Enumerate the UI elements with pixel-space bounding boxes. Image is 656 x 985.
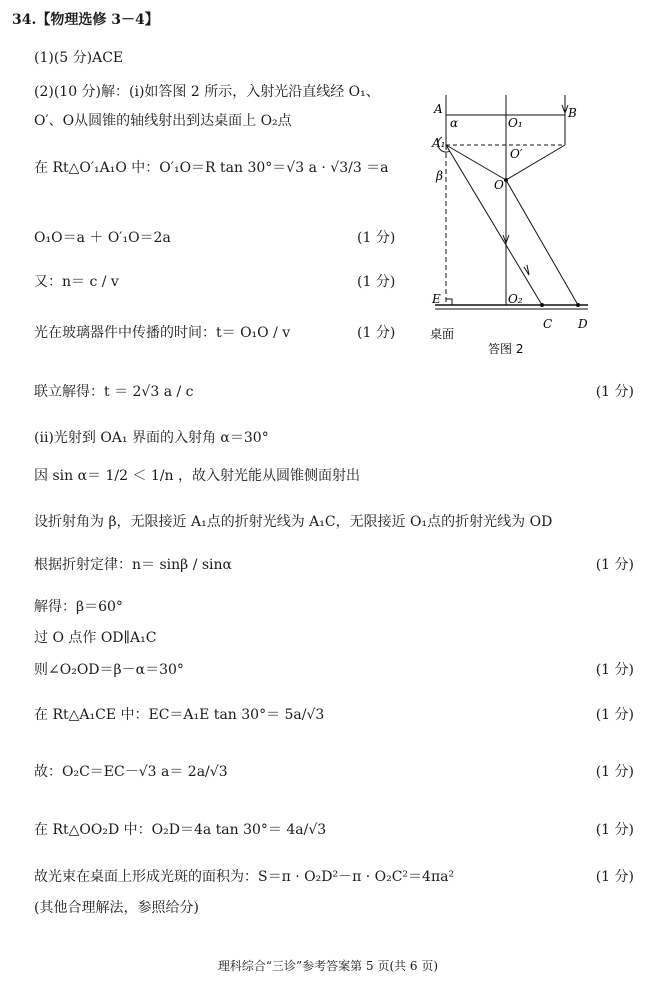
arrow-a1c bbox=[524, 265, 529, 275]
answer-line: (其他合理解法，参照给分) bbox=[34, 900, 199, 916]
answer-line: 光在玻璃器件中传播的时间：t＝ O₁O / v bbox=[34, 325, 291, 341]
right-angle-mark bbox=[446, 299, 452, 305]
answer-line: 因 sin α＝ 1/2 ＜ 1/n ，故入射光能从圆锥侧面射出 bbox=[34, 468, 361, 484]
label-e: E bbox=[432, 292, 441, 306]
label-a: A bbox=[434, 102, 443, 116]
score-label: (1 分) bbox=[595, 869, 634, 885]
answer-line: 根据折射定律：n＝ sinβ / sinα bbox=[34, 557, 232, 573]
score-label: (1 分) bbox=[595, 822, 634, 838]
optics-figure bbox=[420, 95, 600, 365]
answer-line: (2)(10 分)解：(i)如答图 2 所示，入射光沿直线经 O₁、 bbox=[34, 84, 380, 100]
ray-od bbox=[506, 180, 578, 305]
question-header: 34.【物理选修 3－4】 bbox=[12, 12, 159, 28]
label-table: 桌面 bbox=[430, 327, 455, 341]
score-label: (1 分) bbox=[595, 557, 634, 573]
label-beta: β bbox=[436, 169, 443, 183]
answer-line: 设折射角为 β，无限接近 A₁点的折射光线为 A₁C，无限接近 O₁点的折射光线为 OD bbox=[34, 514, 553, 530]
score-label: (1 分) bbox=[595, 662, 634, 678]
cone-left-edge bbox=[446, 145, 506, 180]
label-o: O bbox=[494, 178, 504, 192]
label-c: C bbox=[543, 317, 553, 331]
label-o-prime: O′ bbox=[510, 147, 523, 161]
answer-line: (ii)光射到 OA₁ 界面的入射角 α＝30° bbox=[34, 430, 269, 446]
answer-line: 在 Rt△OO₂D 中：O₂D＝4a tan 30°＝ 4a/√3 bbox=[34, 822, 327, 838]
answer-line: 在 Rt△A₁CE 中：EC＝A₁E tan 30°＝ 5a/√3 bbox=[34, 707, 325, 723]
answer-line: 联立解得：t ＝ 2√3 a / c bbox=[34, 384, 194, 400]
answer-line: 过 O 点作 OD∥A₁C bbox=[34, 630, 157, 646]
answer-line: 又：n＝ c / v bbox=[34, 274, 119, 290]
score-label: (1 分) bbox=[595, 764, 634, 780]
point-d bbox=[576, 303, 580, 307]
answer-line: 解得：β＝60° bbox=[34, 599, 123, 615]
label-a1: A₁ bbox=[432, 136, 446, 150]
page-footer: 理科综合“三诊”参考答案第 5 页(共 6 页) bbox=[217, 959, 439, 973]
score-label: (1 分) bbox=[595, 707, 634, 723]
answer-line: 故光束在桌面上形成光斑的面积为：S＝π · O₂D²－π · O₂C²＝4πa² bbox=[34, 869, 455, 885]
score-label: (1 分) bbox=[595, 384, 634, 400]
point-o bbox=[504, 178, 508, 182]
answer-line: 在 Rt△O′₁A₁O 中：O′₁O＝R tan 30°＝√3 a · √3/3 ＝a bbox=[34, 160, 389, 176]
label-alpha: α bbox=[450, 116, 459, 130]
score-label: (1 分) bbox=[357, 274, 396, 290]
point-c bbox=[540, 303, 544, 307]
label-d: D bbox=[578, 317, 588, 331]
answer-line: (1)(5 分)ACE bbox=[34, 50, 124, 66]
score-label: (1 分) bbox=[357, 325, 396, 341]
answer-line: 故：O₂C＝EC－√3 a＝ 2a/√3 bbox=[34, 764, 228, 780]
label-o2: O₂ bbox=[508, 292, 523, 306]
ray-a1c bbox=[446, 145, 542, 305]
answer-line: O′、O从圆锥的轴线射出到达桌面上 O₂点 bbox=[34, 113, 292, 129]
figure-caption: 答图 2 bbox=[488, 342, 524, 356]
score-label: (1 分) bbox=[357, 230, 396, 246]
label-o1: O₁ bbox=[508, 116, 523, 130]
answer-line: O₁O＝a ＋ O′₁O＝2a bbox=[34, 230, 171, 246]
label-b: B bbox=[568, 106, 577, 120]
answer-line: 则∠O₂OD＝β－α＝30° bbox=[34, 662, 184, 678]
